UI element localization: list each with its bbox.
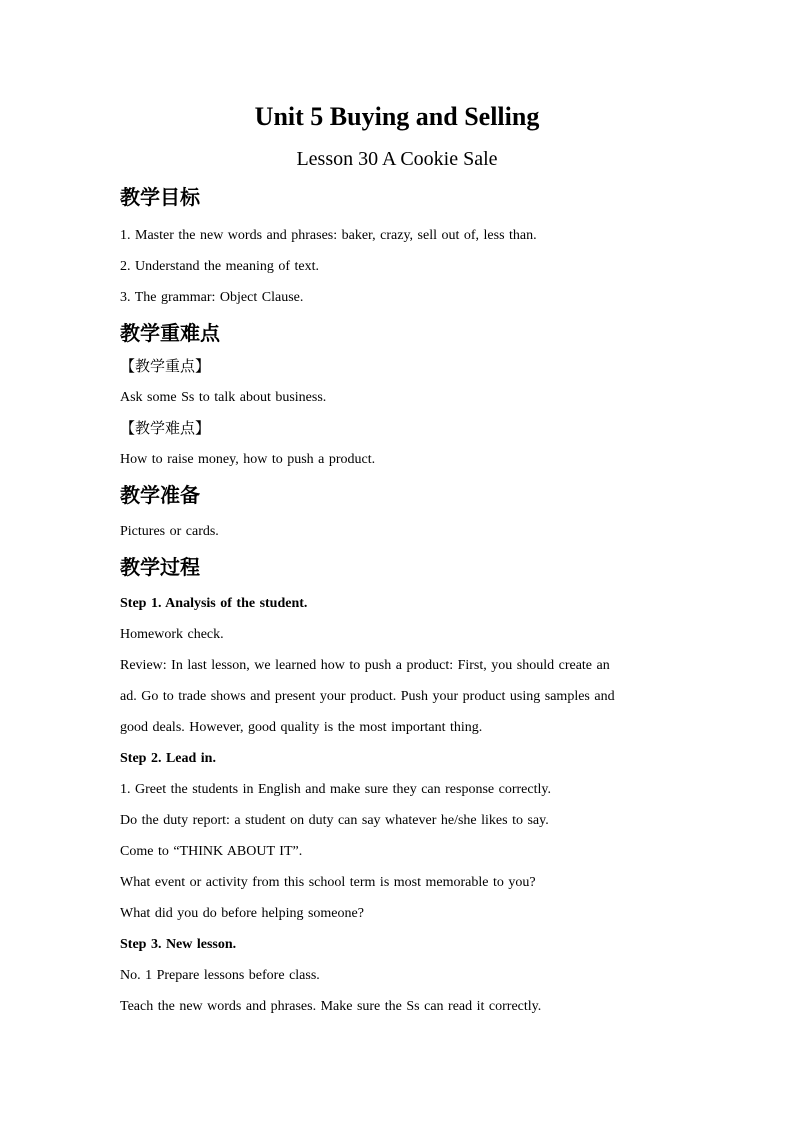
objective-item: 1. Master the new words and phrases: baker, crazy, sell out of, less than. [120,228,537,243]
step-line: 1. Greet the students in English and make sure they can response correctly. [120,782,551,797]
focus-text: Ask some Ss to talk about business. [120,390,327,405]
step-title: Step 2. Lead in. [120,751,216,766]
step-line: ad. Go to trade shows and present your product. Push your product using samples and [120,689,615,704]
step-line: Review: In last lesson, we learned how to push a product: First, you should create an [120,658,610,673]
step-line: Teach the new words and phrases. Make sure the Ss can read it correctly. [120,999,542,1014]
step-line: No. 1 Prepare lessons before class. [120,968,320,983]
step-line: What did you do before helping someone? [120,906,364,921]
step-line: good deals. However, good quality is the most important thing. [120,720,483,735]
step-line: What event or activity from this school term is most memorable to you? [120,875,536,890]
difficulty-label: 【教学难点】 [120,419,211,437]
heading-process: 教学过程 [120,555,200,579]
document-subtitle: Lesson 30 A Cookie Sale [296,148,498,170]
document-title: Unit 5 Buying and Selling [254,102,540,131]
document-body [120,184,680,1022]
heading-preparation: 教学准备 [120,483,200,507]
focus-label: 【教学重点】 [120,357,211,375]
step-title: Step 3. New lesson. [120,937,237,952]
step-title: Step 1. Analysis of the student. [120,596,308,611]
step-line: Homework check. [120,627,224,642]
objective-item: 3. The grammar: Object Clause. [120,290,304,305]
heading-objectives: 教学目标 [120,185,200,209]
difficulty-text: How to raise money, how to push a product. [120,452,376,467]
objective-item: 2. Understand the meaning of text. [120,259,320,274]
preparation-text: Pictures or cards. [120,524,219,539]
step-line: Come to “THINK ABOUT IT”. [120,844,303,859]
step-line: Do the duty report: a student on duty can say whatever he/she likes to say. [120,813,549,828]
heading-key-points: 教学重难点 [120,321,220,345]
